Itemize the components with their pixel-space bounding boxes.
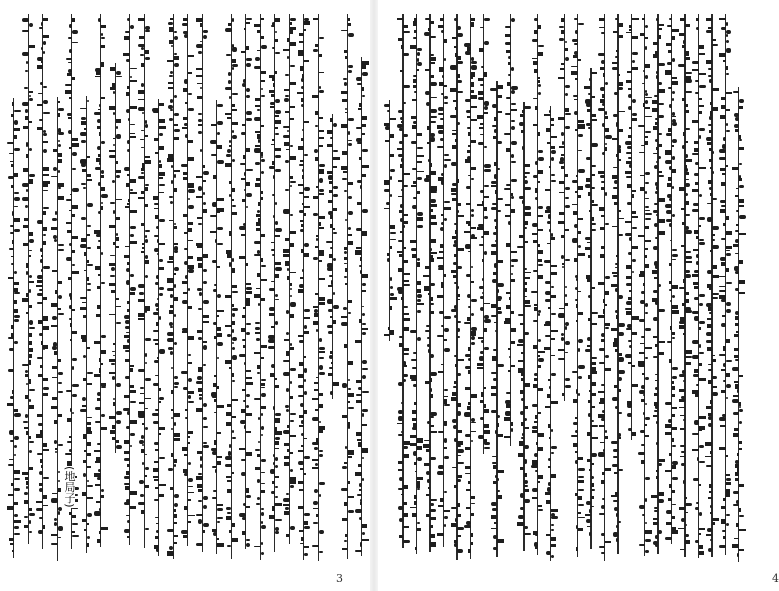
left-text-column — [211, 14, 223, 562]
left-text-column — [284, 14, 296, 562]
right-text-column — [397, 14, 409, 562]
left-text-column — [95, 14, 107, 562]
right-text-column — [733, 14, 745, 562]
left-text-column — [182, 14, 194, 562]
left-text-column — [269, 14, 281, 562]
left-text-column — [240, 14, 252, 562]
right-text-column — [505, 14, 517, 562]
left-text-column — [23, 14, 35, 562]
left-text-column — [356, 14, 368, 562]
right-text-column — [465, 14, 477, 562]
right-text-column — [693, 14, 705, 562]
left-text-column — [255, 14, 267, 562]
left-text-column — [327, 14, 339, 562]
page-number-left: 3 — [336, 572, 343, 585]
right-text-column — [438, 14, 450, 562]
right-text-column — [478, 14, 490, 562]
inline-hanzi-note: (地局子) — [63, 466, 76, 508]
right-text-column — [679, 14, 691, 562]
right-text-column — [585, 14, 597, 562]
right-text-column — [451, 14, 463, 562]
right-text-column — [626, 14, 638, 562]
page-left — [0, 0, 372, 591]
page-number-right: 4 — [772, 572, 779, 585]
right-text-column — [491, 14, 503, 562]
page-right — [376, 0, 779, 591]
left-text-column — [313, 14, 325, 562]
right-text-column — [706, 14, 718, 562]
right-text-column — [639, 14, 651, 562]
left-text-column — [37, 14, 49, 562]
left-text-column — [153, 14, 165, 562]
right-text-column — [720, 14, 732, 562]
right-text-column — [572, 14, 584, 562]
left-text-column — [298, 14, 310, 562]
right-text-column — [666, 14, 678, 562]
left-text-column — [124, 14, 136, 562]
right-text-column — [612, 14, 624, 562]
left-text-column — [168, 14, 180, 562]
right-text-column — [545, 14, 557, 562]
right-text-column — [411, 14, 423, 562]
left-text-column — [52, 14, 64, 562]
left-text-column — [8, 14, 20, 562]
right-text-column — [652, 14, 664, 562]
right-text-column — [518, 14, 530, 562]
right-text-column — [599, 14, 611, 562]
left-text-column — [81, 14, 93, 562]
left-text-column — [139, 14, 151, 562]
right-text-column — [532, 14, 544, 562]
left-text-column — [342, 14, 354, 562]
left-text-column — [197, 14, 209, 562]
right-text-column — [424, 14, 436, 562]
right-text-column — [384, 14, 396, 562]
right-text-column — [559, 14, 571, 562]
left-text-column — [110, 14, 122, 562]
left-text-column — [226, 14, 238, 562]
